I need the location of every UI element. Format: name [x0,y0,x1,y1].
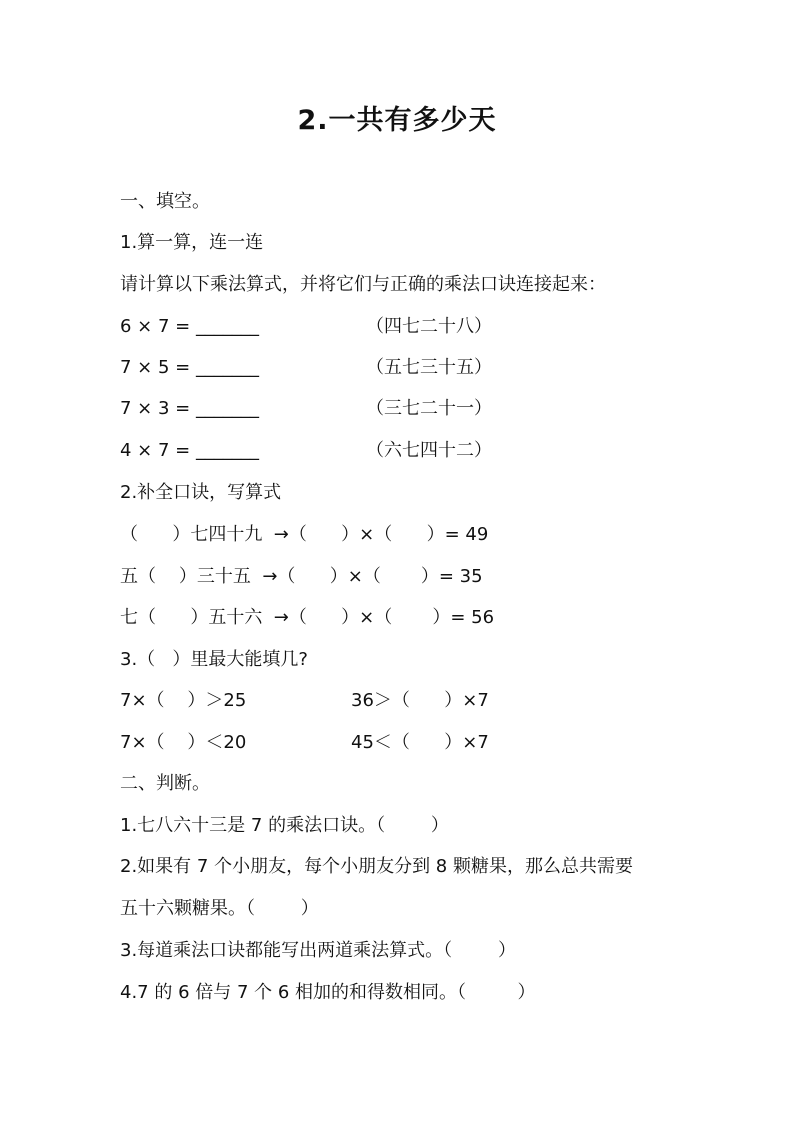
equation-1: 6 × 7 = _______ [120,316,259,337]
judge-item-1: 1.七八六十三是 7 的乘法口诀。（ ） [120,815,449,836]
section-heading-fill: 一、填空。 [120,191,210,212]
rhyme-1: （四七二十八） [366,316,492,337]
question-3-label: 3.（ ）里最大能填几? [120,649,308,670]
judge-item-3: 3.每道乘法口诀都能写出两道乘法算式。（ ） [120,940,516,961]
rhyme-row-2: 五（ ）三十五 →（ ）×（ ）= 35 [120,566,483,587]
question-1-instruction: 请计算以下乘法算式，并将它们与正确的乘法口诀连接起来： [120,274,606,295]
inequality-2: 36＞（ ）×7 [351,690,489,711]
inequality-1: 7×（ ）＞25 [120,690,247,711]
section-heading-judge: 二、判断。 [120,773,210,794]
inequality-3: 7×（ ）＜20 [120,732,247,753]
inequality-4: 45＜（ ）×7 [351,732,489,753]
rhyme-4: （六七四十二） [366,440,492,461]
rhyme-3: （三七二十一） [366,398,492,419]
equation-4: 4 × 7 = _______ [120,440,259,461]
question-2-label: 2.补全口诀，写算式 [120,482,282,503]
judge-item-2-cont: 五十六颗糖果。（ ） [120,898,319,919]
equation-3: 7 × 3 = _______ [120,398,259,419]
rhyme-row-1: （ ）七四十九 →（ ）×（ ）= 49 [120,524,489,545]
judge-item-2: 2.如果有 7 个小朋友，每个小朋友分到 8 颗糖果，那么总共需要 [120,856,633,877]
judge-item-4: 4.7 的 6 倍与 7 个 6 相加的和得数相同。（ ） [120,982,536,1003]
rhyme-2: （五七三十五） [366,357,492,378]
equation-2: 7 × 5 = _______ [120,357,259,378]
rhyme-row-3: 七（ ）五十六 →（ ）×（ ）= 56 [120,607,495,628]
question-1-label: 1.算一算，连一连 [120,232,264,253]
page-title: 2.一共有多少天 [297,105,497,136]
